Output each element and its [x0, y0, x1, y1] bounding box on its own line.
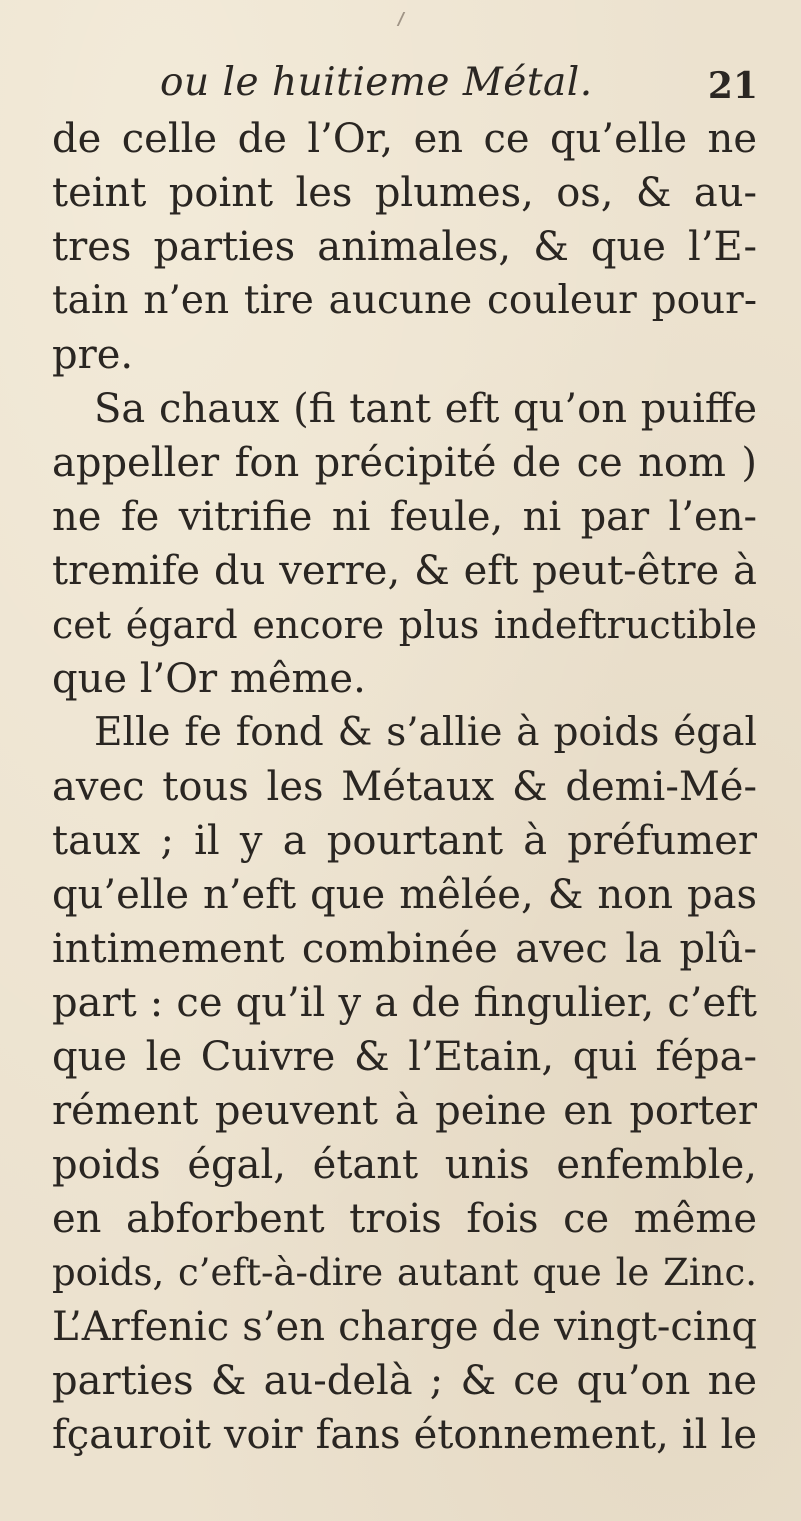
text-line: que l’Or même. — [52, 656, 366, 702]
paragraph-start-line: Sa chaux (fi tant eft qu’on puiffe — [94, 386, 757, 432]
ink-mark — [397, 12, 416, 26]
text-line: ne fe vitrifie ni feule, ni par l’en- — [52, 494, 757, 540]
body-text — [52, 112, 757, 1462]
text-line: intimement combinée avec la plû- — [52, 926, 757, 972]
text-line: que le Cuivre & l’Etain, qui fépa- — [52, 1034, 757, 1080]
text-line: tremife du verre, & eft peut-être à — [52, 548, 757, 594]
page-header — [160, 58, 760, 118]
text-line: rément peuvent à peine en porter — [52, 1088, 757, 1134]
text-line: part : ce qu’il y a de fingulier, c’eft — [52, 980, 757, 1026]
text-line: avec tous les Métaux & demi-Mé- — [52, 764, 757, 810]
text-line: de celle de l’Or, en ce qu’elle ne — [52, 116, 757, 162]
text-line: pre. — [52, 332, 134, 378]
text-line: cet égard encore plus indeftructible — [52, 603, 757, 647]
text-line: parties & au-delà ; & ce qu’on ne — [52, 1358, 757, 1404]
text-line: qu’elle n’eft que mêlée, & non pas — [52, 872, 757, 918]
running-head: ou le huitieme Métal. — [160, 60, 593, 105]
page-number: 21 — [707, 65, 758, 107]
text-line: L’Arfenic s’en charge de vingt-cinq — [52, 1304, 757, 1350]
text-line: teint point les plumes, os, & au- — [52, 170, 757, 216]
text-line: en abforbent trois fois ce même — [52, 1196, 757, 1242]
text-line: poids, c’eft-à-dire autant que le Zinc. — [52, 1251, 757, 1294]
text-line: taux ; il y a pourtant à préfumer — [52, 818, 757, 864]
text-line: tres parties animales, & que l’E- — [52, 224, 757, 270]
text-line: appeller fon précipité de ce nom ) — [52, 440, 757, 486]
text-line: fçauroit voir fans étonnement, il le — [52, 1412, 757, 1458]
text-line: poids égal, étant unis enfemble, — [52, 1142, 757, 1188]
text-line: tain n’en tire aucune couleur pour- — [52, 278, 757, 323]
paragraph-start-line: Elle fe fond & s’allie à poids égal — [94, 710, 757, 755]
